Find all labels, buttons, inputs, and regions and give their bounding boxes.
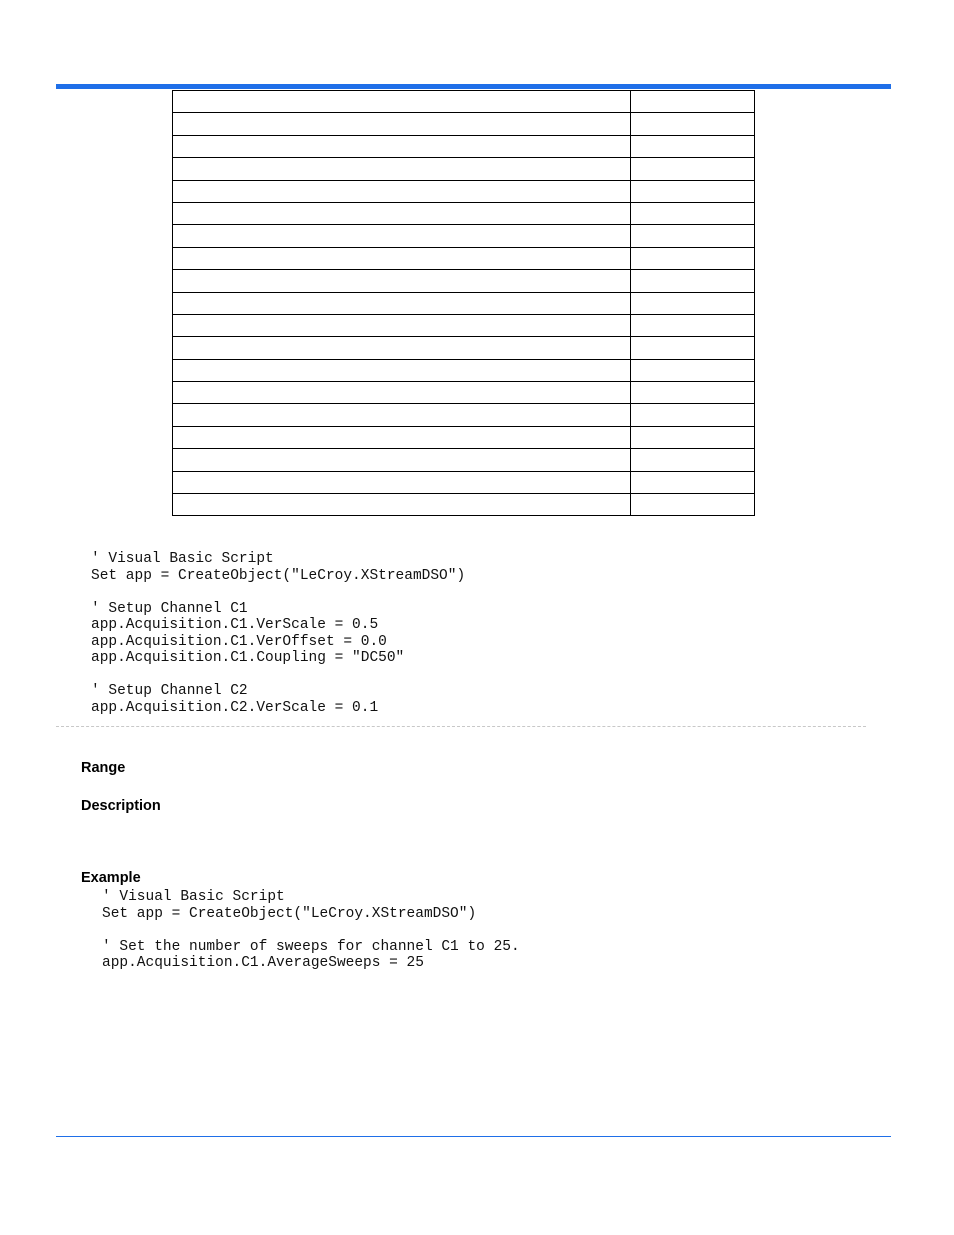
table-row: [173, 91, 755, 113]
table-row: [173, 314, 755, 336]
table-cell-name: [173, 382, 631, 404]
table-row: [173, 382, 755, 404]
table-cell-value: [631, 135, 755, 157]
table-cell-value: [631, 180, 755, 202]
table-cell-name: [173, 494, 631, 516]
table-cell-name: [173, 113, 631, 135]
example-heading: Example: [81, 870, 141, 886]
table-cell-value: [631, 113, 755, 135]
table-cell-name: [173, 292, 631, 314]
table-row: [173, 135, 755, 157]
table-cell-name: [173, 247, 631, 269]
table-cell-name: [173, 135, 631, 157]
table-cell-name: [173, 91, 631, 113]
table-row: [173, 270, 755, 292]
table-cell-name: [173, 158, 631, 180]
range-heading: Range: [81, 760, 126, 776]
table-row: [173, 202, 755, 224]
footer-rule: [56, 1136, 891, 1137]
code-line: app.Acquisition.C2.VerScale = 0.1: [91, 699, 379, 716]
table-cell-value: [631, 494, 755, 516]
table-cell-name: [173, 225, 631, 247]
code-line: Set app = CreateObject("LeCroy.XStreamDSO"): [91, 567, 466, 584]
code-line: ' Setup Channel C2: [91, 683, 248, 699]
table-cell-value: [631, 359, 755, 381]
table-cell-name: [173, 404, 631, 426]
table-row: [173, 494, 755, 516]
table-cell-name: [173, 202, 631, 224]
parameter-table-body: [173, 91, 755, 516]
table-row: [173, 225, 755, 247]
table-cell-name: [173, 449, 631, 471]
parameter-table: [172, 90, 755, 516]
table-row: [173, 471, 755, 493]
table-cell-value: [631, 91, 755, 113]
description-heading: Description: [81, 798, 161, 814]
section-separator: [56, 726, 866, 727]
table-row: [173, 337, 755, 359]
table-cell-name: [173, 471, 631, 493]
table-cell-name: [173, 180, 631, 202]
table-row: [173, 158, 755, 180]
code-line: ' Set the number of sweeps for channel C1 to 25.: [102, 938, 520, 955]
code-line: Set app = CreateObject("LeCroy.XStreamDSO"): [102, 905, 477, 922]
table-row: [173, 292, 755, 314]
table-cell-name: [173, 426, 631, 448]
code-line: app.Acquisition.C1.Coupling = "DC50": [91, 650, 405, 666]
table-row: [173, 113, 755, 135]
table-row: [173, 359, 755, 381]
table-cell-value: [631, 449, 755, 471]
table-cell-value: [631, 225, 755, 247]
table-cell-value: [631, 270, 755, 292]
table-cell-value: [631, 314, 755, 336]
code-line: app.Acquisition.C1.VerScale = 0.5: [91, 617, 379, 633]
code-example-2: [102, 889, 520, 972]
table-row: [173, 247, 755, 269]
table-row: [173, 404, 755, 426]
table-cell-value: [631, 337, 755, 359]
table-row: [173, 449, 755, 471]
table-cell-value: [631, 382, 755, 404]
table-cell-name: [173, 270, 631, 292]
table-cell-value: [631, 158, 755, 180]
table-cell-value: [631, 247, 755, 269]
table-cell-value: [631, 292, 755, 314]
table-row: [173, 180, 755, 202]
table-cell-name: [173, 314, 631, 336]
table-cell-value: [631, 426, 755, 448]
table-cell-value: [631, 202, 755, 224]
code-line: ' Visual Basic Script: [102, 889, 285, 905]
header-rule: [56, 84, 891, 89]
code-example-1: [91, 551, 465, 716]
table-cell-value: [631, 471, 755, 493]
table-cell-name: [173, 337, 631, 359]
code-line: ' Visual Basic Script: [91, 551, 274, 567]
code-line: app.Acquisition.C1.AverageSweeps = 25: [102, 955, 424, 971]
table-cell-value: [631, 404, 755, 426]
table-cell-name: [173, 359, 631, 381]
table-row: [173, 426, 755, 448]
code-line: app.Acquisition.C1.VerOffset = 0.0: [91, 633, 387, 650]
code-line: ' Setup Channel C1: [91, 600, 248, 617]
